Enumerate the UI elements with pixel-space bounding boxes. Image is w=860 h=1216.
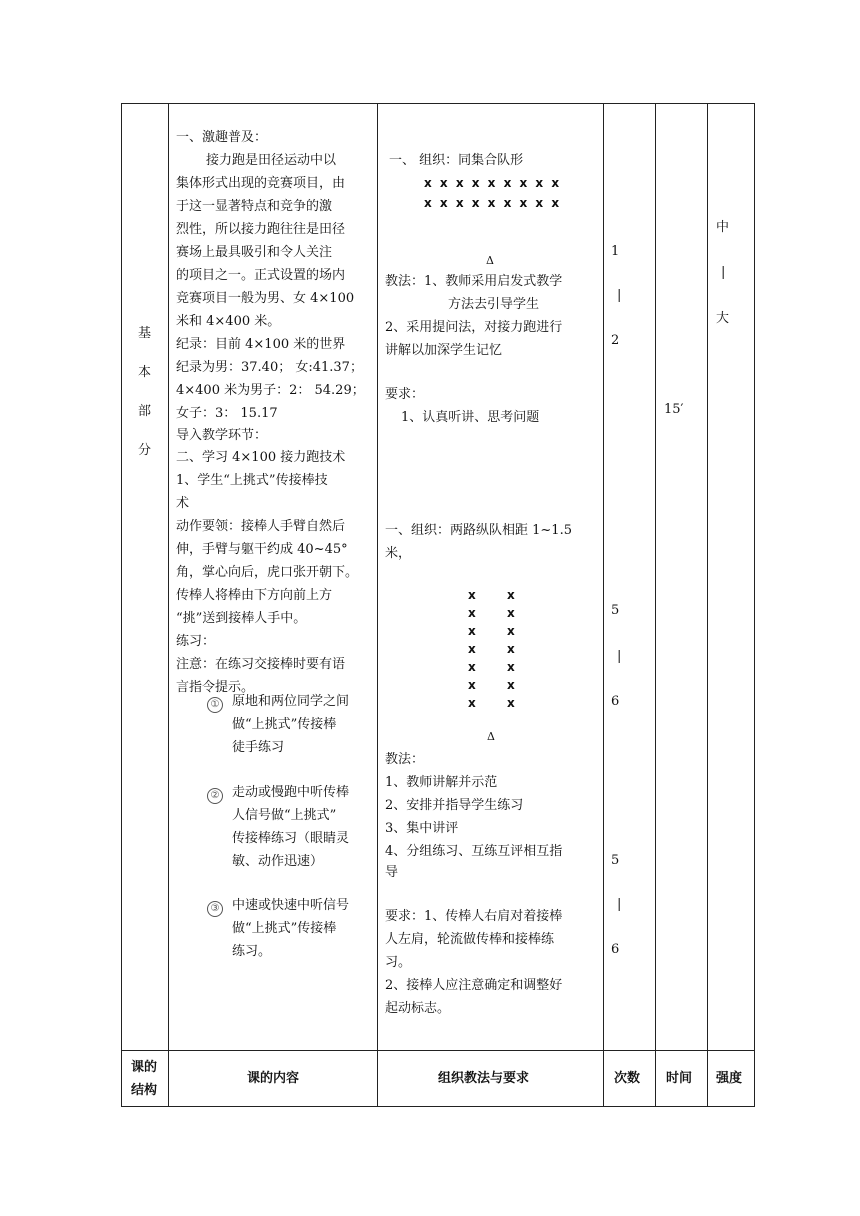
intensity-char: 大 <box>716 311 730 326</box>
formation-left: x <box>468 606 478 620</box>
col-divider-4 <box>655 103 656 1107</box>
formation-right: x <box>507 660 517 674</box>
col-divider-3 <box>603 103 604 1107</box>
content-line: 于这一显著特点和竞争的激 <box>176 199 333 214</box>
header-content: 课的内容 <box>247 1071 300 1086</box>
formation-right: x <box>507 642 517 656</box>
exercise-1-line: 原地和两位同学之间 <box>232 694 350 709</box>
col-divider-5 <box>707 103 708 1107</box>
org-line: 一、组织：两路纵队相距 1~1.5 <box>385 523 572 538</box>
content-line: 言指令提示。 <box>176 680 255 695</box>
org-line: 2、接棒人应注意确定和调整好 <box>385 978 563 993</box>
content-line: 赛场上最具吸引和令人关注 <box>176 245 333 260</box>
count-value: 6 <box>611 942 620 957</box>
section-char: 分 <box>138 443 152 458</box>
org-line: 导 <box>385 865 399 880</box>
content-line: 纪录为男：37.40； 女:41.37； <box>176 360 363 375</box>
content-line: 烈性，所以接力跑往往是田径 <box>176 222 346 237</box>
exercise-3-number: ③ <box>207 897 223 919</box>
teacher-marker: Δ <box>486 254 494 267</box>
org-line: 方法去引导学生 <box>448 297 540 312</box>
table-bottom-border <box>121 1106 755 1107</box>
content-line: 二、学习 4×100 接力跑技术 <box>176 450 346 465</box>
section-char: 基 <box>138 326 152 341</box>
org-line: 米， <box>385 546 412 561</box>
header-structure: 课的 <box>131 1060 158 1075</box>
org-line: 2、采用提问法，对接力跑进行 <box>385 320 563 335</box>
table-right-border <box>754 103 755 1107</box>
formation-right: x <box>507 696 517 710</box>
content-line: 4×400 米为男子：2： 54.29； <box>176 383 365 398</box>
time-value: 15′ <box>664 402 684 417</box>
formation-right: x <box>507 624 517 638</box>
content-line: 的项目之一。正式设置的场内 <box>176 268 346 283</box>
content-line: “挑”送到接棒人手中。 <box>176 611 307 626</box>
exercise-1-line: 做“上挑式”传接棒 <box>232 717 337 732</box>
col-divider-2 <box>377 103 378 1107</box>
header-top-border <box>121 1050 755 1051</box>
formation-row: x x x x x x x x x <box>424 176 562 190</box>
header-intensity: 强度 <box>716 1071 743 1086</box>
org-line: 起动标志。 <box>385 1001 451 1016</box>
formation-left: x <box>468 660 478 674</box>
formation-left: x <box>468 642 478 656</box>
exercise-3-line: 做“上挑式”传接棒 <box>232 921 337 936</box>
formation-row: x x x x x x x x x <box>424 196 562 210</box>
org-line: 人左肩，轮流做传棒和接棒练 <box>385 932 555 947</box>
formation-left: x <box>468 696 478 710</box>
content-line: 纪录：目前 4×100 米的世界 <box>176 337 346 352</box>
intensity-char: 中 <box>716 220 730 235</box>
count-dash: | <box>617 649 622 664</box>
content-line: 竞赛项目一般为男、女 4×100 <box>176 291 355 306</box>
formation-right: x <box>507 606 517 620</box>
content-line: 女子：3： 15.17 <box>176 406 278 421</box>
org-line: 教法： <box>385 752 425 767</box>
table-top-border <box>121 103 755 104</box>
formation-left: x <box>468 678 478 692</box>
org-line: 一、 组织：同集合队形 <box>389 153 524 168</box>
header-org: 组织教法与要求 <box>438 1071 530 1086</box>
org-line: 1、教师讲解并示范 <box>385 775 498 790</box>
exercise-1-line: 徒手练习 <box>232 740 285 755</box>
formation-right: x <box>507 678 517 692</box>
org-line: 习。 <box>385 955 412 970</box>
content-line: 传棒人将棒由下方向前上方 <box>176 588 333 603</box>
exercise-2-number: ② <box>207 784 223 806</box>
content-line: 导入教学环节： <box>176 428 268 443</box>
content-line: 术 <box>176 496 190 511</box>
count-value: 2 <box>611 333 620 348</box>
col-divider-1 <box>168 103 169 1107</box>
org-line: 教法：1、教师采用启发式教学 <box>385 274 563 289</box>
section-char: 本 <box>138 365 152 380</box>
header-structure: 结构 <box>131 1083 158 1098</box>
content-line: 练习： <box>176 634 216 649</box>
org-line: 要求：1、传棒人右肩对着接棒 <box>385 909 563 924</box>
count-dash: | <box>617 897 622 912</box>
intensity-dash: | <box>721 265 726 280</box>
count-dash: | <box>617 288 622 303</box>
org-line: 讲解以加深学生记忆 <box>385 343 503 358</box>
exercise-3-line: 练习。 <box>232 944 272 959</box>
content-line: 接力跑是田径运动中以 <box>206 153 337 168</box>
count-value: 5 <box>611 603 620 618</box>
content-line: 动作要领：接棒人手臂自然后 <box>176 519 346 534</box>
exercise-2-line: 敏、动作迅速） <box>232 854 324 869</box>
header-count: 次数 <box>614 1071 641 1086</box>
header-time: 时间 <box>666 1071 693 1086</box>
org-line: 1、认真听讲、思考问题 <box>401 410 540 425</box>
content-line: 角，掌心向后，虎口张开朝下。 <box>176 565 359 580</box>
org-line: 2、安排并指导学生练习 <box>385 798 524 813</box>
teacher-marker: Δ <box>487 730 495 743</box>
formation-right: x <box>507 588 517 602</box>
exercise-2-line: 传接棒练习（眼睛灵 <box>232 831 350 846</box>
count-value: 6 <box>611 694 620 709</box>
section-char: 部 <box>138 404 152 419</box>
content-line: 注意：在练习交接棒时要有语 <box>176 657 346 672</box>
exercise-2-line: 人信号做“上挑式” <box>232 808 337 823</box>
formation-left: x <box>468 624 478 638</box>
count-value: 1 <box>611 244 620 259</box>
content-line: 1、学生“上挑式”传接棒技 <box>176 473 328 488</box>
table-left-border <box>121 103 122 1107</box>
org-line: 要求： <box>385 387 425 402</box>
org-line: 4、分组练习、互练互评相互指 <box>385 844 563 859</box>
exercise-3-line: 中速或快速中听信号 <box>232 898 350 913</box>
org-line: 3、集中讲评 <box>385 821 459 836</box>
content-line: 伸，手臂与躯干约成 40~45° <box>176 542 348 557</box>
content-heading: 一、激趣普及： <box>176 130 268 145</box>
exercise-2-line: 走动或慢跑中听传棒 <box>232 785 350 800</box>
formation-left: x <box>468 588 478 602</box>
content-line: 米和 4×400 米。 <box>176 314 281 329</box>
exercise-1-number: ① <box>207 693 223 715</box>
content-line: 集体形式出现的竞赛项目，由 <box>176 176 346 191</box>
count-value: 5 <box>611 853 620 868</box>
